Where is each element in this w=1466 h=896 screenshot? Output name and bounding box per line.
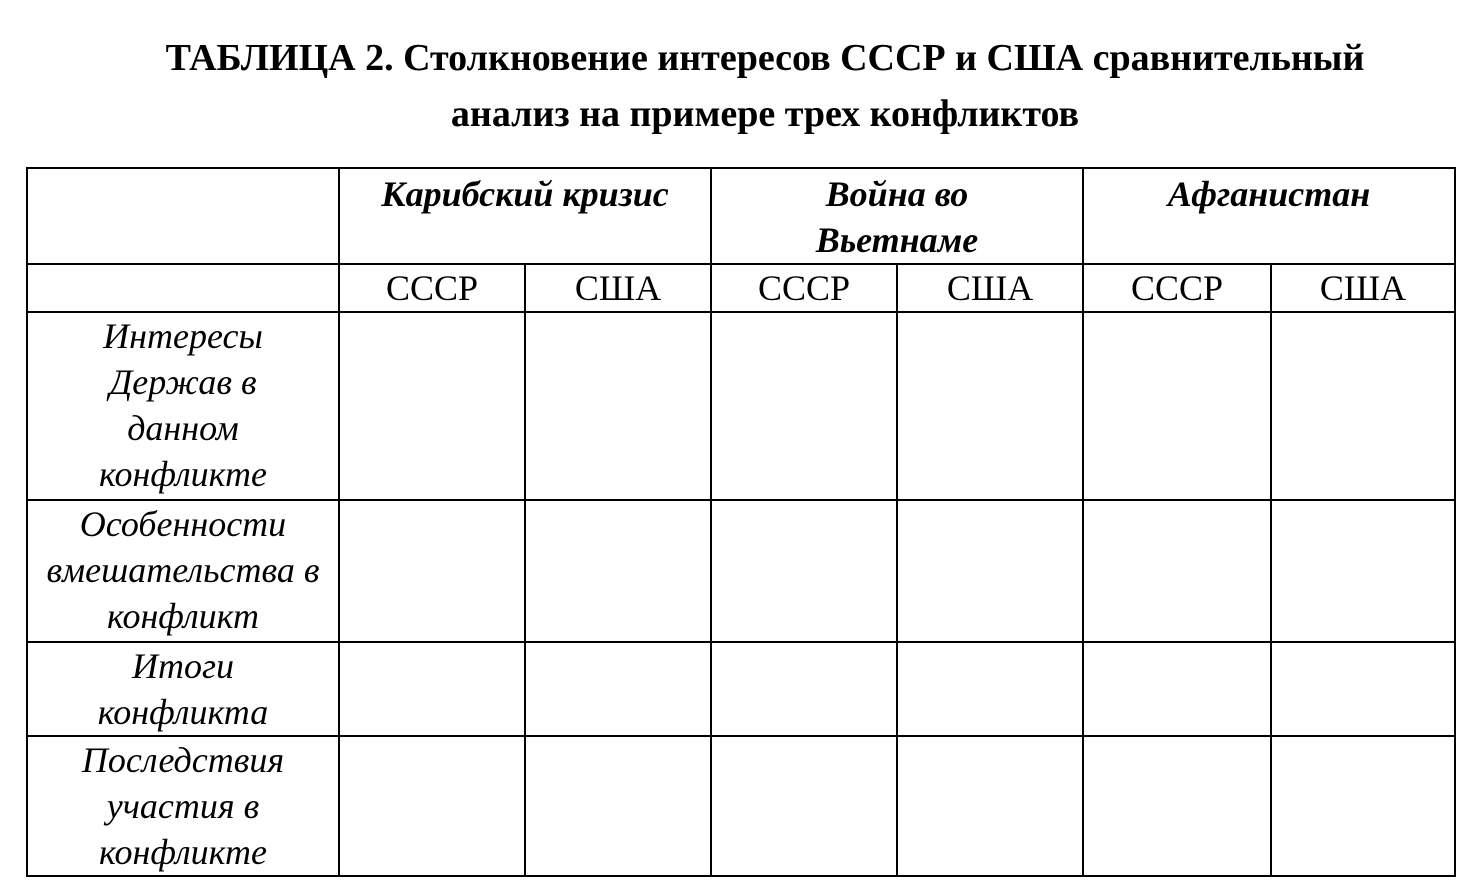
empty-cell [1083,312,1271,500]
header-row-countries [27,264,1455,312]
empty-cell [525,312,711,500]
empty-cell [711,736,897,876]
empty-cell [711,500,897,642]
empty-cell [525,500,711,642]
table-row [27,642,1455,736]
empty-cell [339,736,525,876]
corner-cell [27,168,339,264]
title-line-1: ТАБЛИЦА 2. Столкновение интересов СССР и США сравнительный [165,37,1365,79]
empty-cell [525,736,711,876]
header-row-conflicts [27,168,1455,264]
conflict-header-caribbean: Карибский кризис [339,168,711,264]
empty-cell [1271,500,1455,642]
country-header: СССР [711,264,897,312]
row-header-interests: Интересы Держав в данном конфликте [27,312,339,500]
empty-cell [897,736,1083,876]
row-header-intervention: Особенности вмешательства в конфликт [27,500,339,642]
country-header: США [897,264,1083,312]
conflict-header-vietnam: Война во Вьетнаме [711,168,1083,264]
table-row [27,500,1455,642]
empty-cell [711,642,897,736]
country-header: США [525,264,711,312]
empty-cell [1271,736,1455,876]
table-row [27,312,1455,500]
document-title [20,30,1466,142]
title-line-2: анализ на примере трех конфликтов [450,93,1080,135]
empty-cell [897,642,1083,736]
empty-cell [339,500,525,642]
country-header: СССР [1083,264,1271,312]
empty-cell [339,642,525,736]
row-header-consequences: Последствия участия в конфликте [27,736,339,876]
empty-cell [339,312,525,500]
empty-cell [1271,642,1455,736]
empty-cell [1083,500,1271,642]
table-row [27,736,1455,876]
empty-cell [897,312,1083,500]
empty-cell [525,642,711,736]
row-header-results: Итоги конфликта [27,642,339,736]
comparison-table [26,167,1456,877]
country-header: СССР [339,264,525,312]
empty-cell [1083,736,1271,876]
country-header: США [1271,264,1455,312]
empty-cell [711,312,897,500]
conflict-header-afghanistan: Афганистан [1083,168,1455,264]
empty-cell [897,500,1083,642]
empty-cell [1083,642,1271,736]
corner-cell-2 [27,264,339,312]
empty-cell [1271,312,1455,500]
